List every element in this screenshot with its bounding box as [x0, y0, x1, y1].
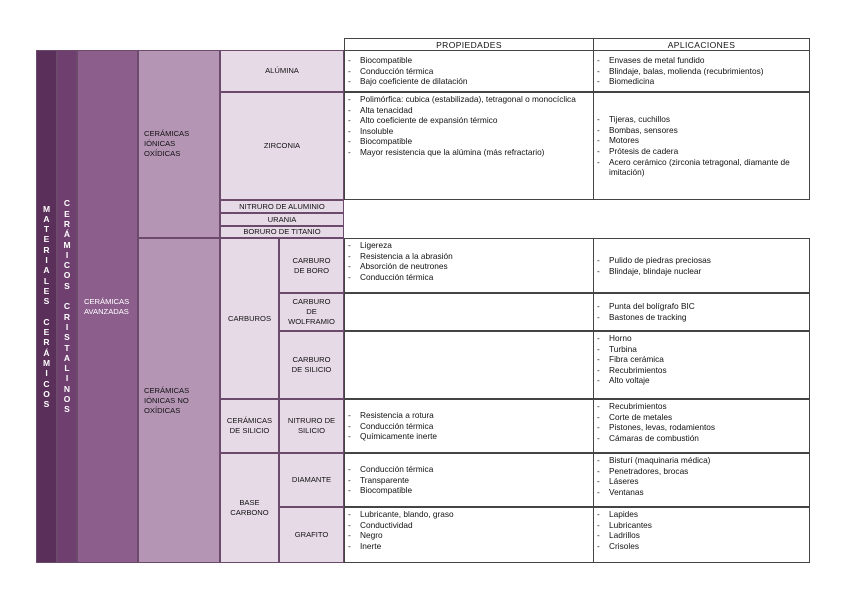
dash-bullet: - [597, 114, 600, 125]
list-item-text: Resistencia a rotura [360, 410, 434, 421]
vertical-letter: R [63, 311, 71, 322]
list-item [348, 485, 590, 496]
dash-bullet: - [348, 485, 351, 496]
list-item [348, 126, 590, 137]
list-item-text: Corte de metales [609, 411, 673, 422]
list-item-text: Alto coeficiente de expansión térmico [360, 115, 498, 126]
list-item [348, 431, 590, 442]
list-item [597, 312, 806, 323]
subgroup-label: CERÁMICAS DE SILICIO [226, 416, 273, 435]
apps-zirconia [593, 92, 810, 200]
material-carburo-wolframio [279, 293, 344, 331]
list-item-text: Polimórfica: cubica (estabilizada), tetragonal o monocíclica [360, 94, 576, 104]
list-item [597, 401, 806, 412]
dash-bullet: - [597, 476, 600, 487]
apps-carburo-silicio [593, 331, 810, 399]
vertical-letter: O [43, 388, 50, 399]
dash-bullet: - [597, 530, 600, 541]
vertical-letter: R [63, 218, 71, 229]
list-item [597, 365, 806, 376]
list-item-text: Biocompatible [360, 55, 413, 66]
vertical-letter: C [43, 316, 50, 327]
list-item-text: Turbina [609, 343, 637, 354]
material-zirconia [220, 92, 344, 200]
vertical-letter: C [43, 378, 50, 389]
list-item [348, 240, 590, 251]
list-item [348, 147, 590, 158]
props-carburo-boro [344, 238, 594, 293]
list-item-text: Conducción térmica [360, 464, 434, 475]
group-ionicas-no-oxidicas [138, 238, 220, 563]
list-item-text: Alta tenacidad [360, 104, 413, 115]
list-item [348, 272, 590, 283]
list-item-text: Prótesis de cadera [609, 146, 679, 156]
dash-bullet: - [597, 455, 600, 465]
dash-bullet: - [348, 261, 351, 272]
list-item [597, 55, 806, 66]
list-item [597, 301, 806, 312]
list-item [348, 66, 590, 77]
list-item-text: Químicamente inerte [360, 431, 438, 442]
list-item [348, 94, 590, 105]
list-item-text: Biomedicina [609, 76, 655, 87]
dash-bullet: - [348, 65, 351, 76]
list-item [348, 475, 590, 486]
material-label: NITRURO DE SILICIO [287, 416, 336, 435]
list-item-text: Envases de metal fundido [609, 55, 705, 66]
list-item-text: Penetradores, brocas [609, 465, 689, 476]
list-item-text: Alto voltaje [609, 375, 650, 386]
list-item-text: Conductividad [360, 519, 413, 530]
list-item-text: Conducción térmica [360, 271, 434, 282]
vertical-letter: I [45, 255, 48, 266]
list-item-text: Conducción térmica [360, 420, 434, 431]
list-item-text: Ligereza [360, 240, 392, 250]
list-item-text: Lubricantes [609, 519, 652, 530]
dash-bullet: - [597, 146, 600, 156]
dash-bullet: - [597, 156, 600, 167]
dash-bullet: - [348, 240, 351, 250]
material-carburo-silicio [279, 331, 344, 399]
dash-bullet: - [597, 465, 600, 476]
list-item-text: Blindaje, blindaje nuclear [609, 265, 702, 276]
dash-bullet: - [348, 115, 351, 126]
dash-bullet: - [348, 464, 351, 475]
list-item-text: Absorción de neutrones [360, 261, 448, 272]
dash-bullet: - [348, 474, 351, 485]
dash-bullet: - [597, 65, 600, 76]
apps-alumina [593, 50, 810, 92]
list-item [597, 422, 806, 433]
dash-bullet: - [597, 55, 600, 66]
list-item [597, 541, 806, 552]
list-item [597, 466, 806, 477]
vertical-letter: O [63, 394, 71, 405]
material-label: CARBURO DE SILICIO [291, 355, 332, 374]
material-carburo-boro [279, 238, 344, 293]
dash-bullet: - [348, 540, 351, 551]
vertical-letter: N [63, 383, 71, 394]
dash-bullet: - [597, 401, 600, 411]
vertical-letter: Á [63, 229, 71, 240]
list-item [597, 354, 806, 365]
subgroup-carburos [220, 238, 279, 399]
list-item-text: Bisturí (maquinaria médica) [609, 455, 711, 465]
vertical-letter: C [63, 198, 71, 209]
list-item [597, 135, 806, 146]
dash-bullet: - [348, 250, 351, 261]
vertical-letter: I [65, 321, 69, 332]
dash-bullet: - [348, 94, 351, 104]
dash-bullet: - [348, 271, 351, 282]
list-item [597, 412, 806, 423]
subgroup-label: CARBUROS [227, 313, 272, 323]
list-item-text: Transparente [360, 474, 410, 485]
apps-nitruro-silicio [593, 399, 810, 453]
apps-carburo-wolframio [593, 293, 810, 331]
vertical-letter: A [43, 265, 50, 276]
dash-bullet: - [348, 530, 351, 541]
list-item [348, 115, 590, 126]
dash-bullet: - [597, 519, 600, 530]
list-item [348, 136, 590, 147]
vertical-letter: A [43, 213, 50, 224]
dash-bullet: - [597, 124, 600, 135]
dash-bullet: - [348, 519, 351, 530]
props-grafito [344, 507, 594, 563]
dash-bullet: - [348, 55, 351, 66]
props-zirconia [344, 92, 594, 200]
material-label: CARBURO DE BORO [292, 255, 331, 275]
list-item-text: Biocompatible [360, 485, 413, 496]
material-nitruro-aluminio [220, 200, 344, 213]
list-item [597, 66, 806, 77]
dash-bullet: - [597, 509, 600, 519]
list-item-text: Recubrimientos [609, 364, 667, 375]
dash-bullet: - [597, 364, 600, 375]
list-item [597, 157, 806, 178]
material-label: GRAFITO [294, 530, 329, 539]
material-label: BORURO DE TITANIO [243, 227, 321, 236]
apps-grafito [593, 507, 810, 563]
list-item-text: Horno [609, 333, 632, 343]
list-item-text: Cámaras de combustión [609, 432, 699, 443]
props-nitruro-silicio [344, 399, 594, 453]
vertical-letter: E [64, 208, 70, 219]
list-item-text: Motores [609, 135, 639, 146]
subgroup-label: BASE CARBONO [230, 498, 269, 517]
material-label: CARBURO DE WOLFRAMIO [288, 297, 335, 326]
material-label: URANIA [267, 214, 297, 224]
dash-bullet: - [597, 333, 600, 343]
dash-bullet: - [597, 375, 600, 386]
list-item [597, 344, 806, 355]
vertical-letter [66, 291, 68, 301]
list-item [348, 509, 590, 520]
dash-bullet: - [348, 125, 351, 136]
apps-diamante [593, 453, 810, 507]
material-alumina [220, 50, 344, 92]
vertical-letter: Á [43, 347, 50, 358]
list-item-text: Tijeras, cuchillos [609, 114, 671, 125]
material-grafito [279, 507, 344, 563]
list-item [597, 476, 806, 487]
list-item-text: Pulido de piedras preciosas [609, 254, 711, 265]
vertical-letter: E [43, 327, 50, 338]
vertical-letter: L [64, 363, 70, 374]
vertical-letter: M [42, 357, 51, 368]
props-carburo-wolframio [344, 293, 594, 331]
vertical-letter: R [43, 244, 50, 255]
dash-bullet: - [348, 509, 351, 519]
vertical-letter [45, 307, 47, 317]
list-item-text: Bastones de tracking [609, 312, 687, 322]
list-item-text: Bombas, sensores [609, 124, 678, 135]
vertical-letter: S [64, 332, 70, 343]
list-item-text: Bajo coeficiente de dilatación [360, 76, 468, 87]
list-item [597, 520, 806, 531]
dash-bullet: - [597, 411, 600, 422]
dash-bullet: - [348, 146, 351, 157]
vertical-letter: S [64, 404, 70, 415]
list-item-text: Punta del bolígrafo BIC [609, 301, 695, 312]
dash-bullet: - [597, 354, 600, 365]
list-item-text: Pistones, levas, rodamientos [609, 422, 716, 433]
list-item [597, 333, 806, 344]
list-item-text: Crisoles [609, 540, 639, 551]
props-carburo-silicio [344, 331, 594, 399]
props-alumina [344, 50, 594, 92]
vertical-letter: A [63, 352, 71, 363]
list-item-text: Acero cerámico (zirconia tetragonal, diamante de imitación) [609, 156, 790, 178]
list-item [348, 105, 590, 116]
vertical-letter: E [43, 234, 50, 245]
dash-bullet: - [597, 432, 600, 443]
vertical-letter: I [65, 373, 69, 384]
list-item-text: Resistencia a la abrasión [360, 250, 453, 261]
group-ceramicas-avanzadas [77, 50, 138, 563]
apps-carburo-boro [593, 238, 810, 293]
material-diamante [279, 453, 344, 507]
list-item [597, 255, 806, 266]
dash-bullet: - [597, 76, 600, 87]
list-item-text: Biocompatible [360, 136, 413, 147]
props-diamante [344, 453, 594, 507]
vertical-letter: S [43, 399, 50, 410]
vertical-letter: E [43, 285, 50, 296]
vertical-letter: O [63, 270, 71, 281]
list-item [348, 76, 590, 87]
list-item-text: Fibra cerámica [609, 354, 664, 365]
list-item [348, 261, 590, 272]
dash-bullet: - [348, 410, 351, 421]
vertical-letter: S [43, 296, 50, 307]
group-ionicas-oxidicas [138, 50, 220, 238]
group-label: CERÁMICAS IÓNICAS NO OXÍDICAS [144, 385, 190, 415]
dash-bullet: - [597, 265, 600, 276]
vertical-letter: C [63, 301, 71, 312]
vertical-letter: R [43, 337, 50, 348]
material-label: ALÚMINA [265, 66, 299, 75]
material-label: ZIRCONIA [263, 141, 301, 150]
list-item [348, 410, 590, 421]
dash-bullet: - [597, 422, 600, 433]
vertical-letter: I [65, 249, 69, 260]
list-item-text: Lapides [609, 509, 639, 519]
list-item-text: Negro [360, 530, 383, 541]
dash-bullet: - [597, 301, 600, 312]
vertical-letter: C [63, 260, 71, 271]
vertical-letter: T [64, 342, 70, 353]
list-item [597, 455, 806, 466]
list-item [597, 530, 806, 541]
list-item-text: Mayor resistencia que la alúmina (más refractario) [360, 146, 545, 157]
materiales-ceramicos-column [36, 50, 57, 563]
list-item-text: Blindaje, balas, molienda (recubrimientos) [609, 65, 764, 76]
dash-bullet: - [597, 486, 600, 497]
list-item-text: Insoluble [360, 125, 394, 136]
dash-bullet: - [348, 420, 351, 431]
header-applications: APLICACIONES [593, 38, 810, 51]
list-item-text: Conducción térmica [360, 65, 434, 76]
material-boruro-titanio [220, 226, 344, 238]
dash-bullet: - [597, 135, 600, 146]
list-item-text: Láseres [609, 476, 639, 487]
vertical-letter: T [43, 224, 50, 235]
dash-bullet: - [348, 431, 351, 442]
list-item [597, 266, 806, 277]
dash-bullet: - [348, 104, 351, 115]
dash-bullet: - [348, 136, 351, 147]
vertical-letter: M [42, 203, 51, 214]
dash-bullet: - [597, 312, 600, 322]
group-label: CERÁMICAS AVANZADAS [84, 296, 130, 316]
dash-bullet: - [348, 76, 351, 87]
subgroup-ceramicas-silicio [220, 399, 279, 453]
list-item-text: Lubricante, blando, graso [360, 509, 454, 519]
list-item [348, 421, 590, 432]
list-item [348, 541, 590, 552]
material-urania [220, 213, 344, 226]
ceramicos-cristalinos-column [57, 50, 77, 563]
list-item-text: Inerte [360, 540, 382, 551]
vertical-letter: S [64, 280, 70, 291]
vertical-letter: L [43, 275, 50, 286]
list-item [348, 55, 590, 66]
list-item [597, 509, 806, 520]
list-item [597, 76, 806, 87]
list-item [597, 375, 806, 386]
list-item [348, 464, 590, 475]
material-label: NITRURO DE ALUMINIO [239, 201, 325, 211]
list-item [597, 114, 806, 125]
dash-bullet: - [597, 540, 600, 551]
list-item-text: Recubrimientos [609, 401, 667, 411]
list-item [597, 146, 806, 157]
list-item [348, 530, 590, 541]
list-item [348, 520, 590, 531]
list-item-text: Ladrillos [609, 530, 640, 541]
header-properties: PROPIEDADES [344, 38, 594, 51]
material-nitruro-silicio [279, 399, 344, 453]
dash-bullet: - [597, 343, 600, 354]
group-label: CERÁMICAS IÓNICAS OXÍDICAS [144, 129, 190, 158]
material-label: DIAMANTE [291, 475, 332, 484]
list-item [597, 433, 806, 444]
vertical-letter: M [63, 239, 71, 250]
subgroup-base-carbono [220, 453, 279, 563]
vertical-letter: I [45, 368, 48, 379]
list-item [597, 125, 806, 136]
dash-bullet: - [597, 254, 600, 265]
list-item [597, 487, 806, 498]
list-item-text: Ventanas [609, 486, 644, 497]
list-item [348, 251, 590, 262]
